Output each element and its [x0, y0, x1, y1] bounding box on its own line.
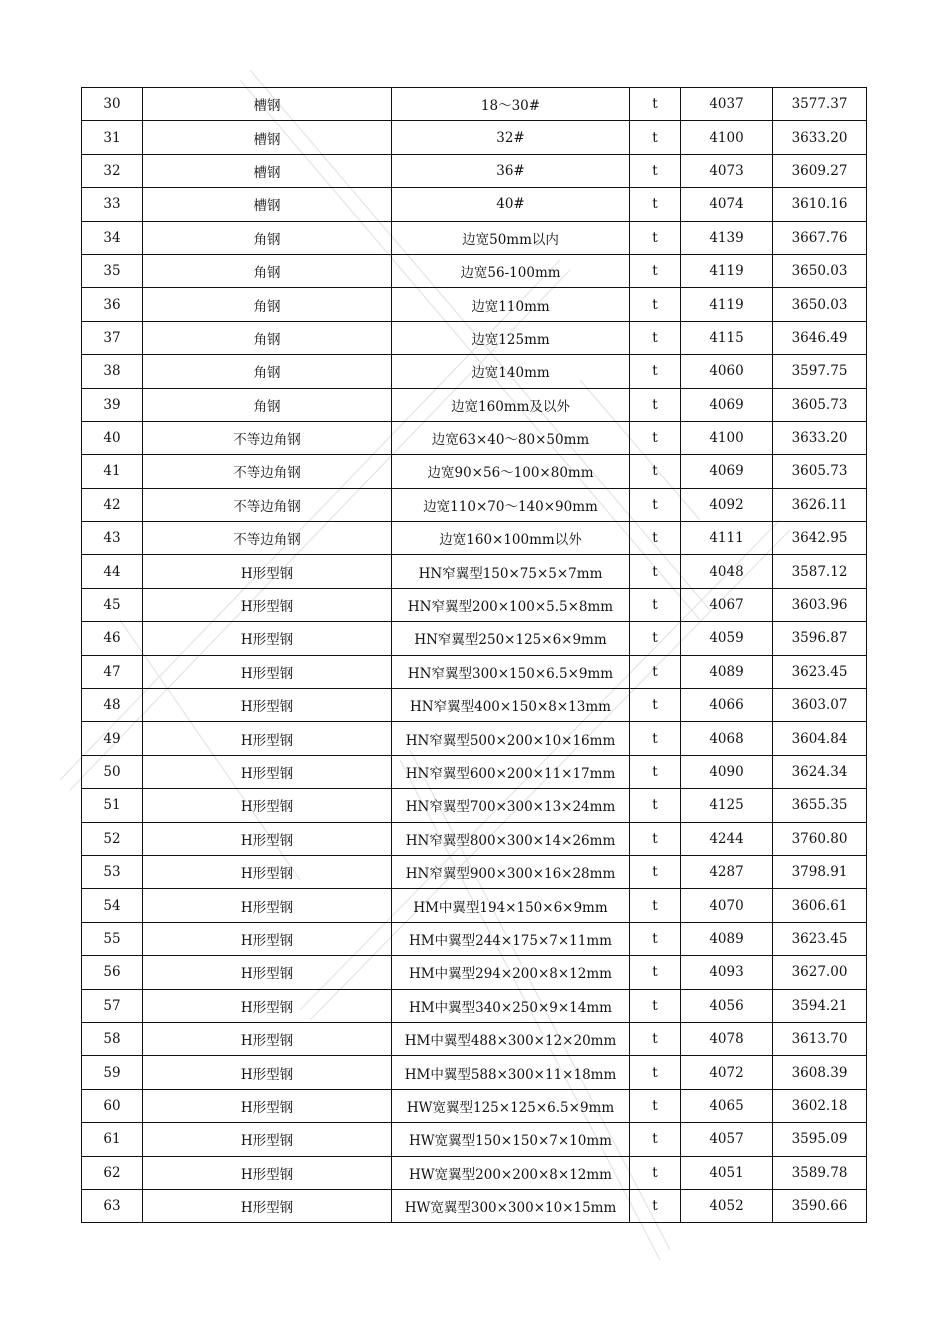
row-number-cell: 40 — [82, 421, 143, 454]
material-name-cell: 槽钢 — [143, 188, 392, 221]
table-row — [82, 889, 867, 922]
unit-cell: t — [630, 722, 681, 755]
unit-cell: t — [630, 121, 681, 154]
row-number-cell: 45 — [82, 588, 143, 621]
price-cell: 4056 — [681, 989, 773, 1022]
unit-cell: t — [630, 655, 681, 688]
price-ex-tax-cell: 3633.20 — [773, 421, 867, 454]
row-number-cell: 53 — [82, 855, 143, 888]
unit-cell: t — [630, 555, 681, 588]
specification-cell: 32# — [392, 121, 630, 154]
row-number-cell: 52 — [82, 822, 143, 855]
row-number-cell: 30 — [82, 88, 143, 121]
price-ex-tax-cell: 3610.16 — [773, 188, 867, 221]
material-name-cell: 角钢 — [143, 288, 392, 321]
unit-cell: t — [630, 922, 681, 955]
specification-cell: 边宽110mm — [392, 288, 630, 321]
row-number-cell: 62 — [82, 1156, 143, 1189]
price-ex-tax-cell: 3642.95 — [773, 522, 867, 555]
price-cell: 4065 — [681, 1089, 773, 1122]
row-number-cell: 32 — [82, 154, 143, 187]
table-row — [82, 1156, 867, 1189]
unit-cell: t — [630, 889, 681, 922]
price-ex-tax-cell: 3603.07 — [773, 689, 867, 722]
unit-cell: t — [630, 588, 681, 621]
specification-cell: HN窄翼型300×150×6.5×9mm — [392, 655, 630, 688]
table-row — [82, 1089, 867, 1122]
price-cell: 4111 — [681, 522, 773, 555]
row-number-cell: 56 — [82, 956, 143, 989]
specification-cell: HW宽翼型150×150×7×10mm — [392, 1123, 630, 1156]
material-name-cell: H形型钢 — [143, 956, 392, 989]
material-name-cell: H形型钢 — [143, 588, 392, 621]
material-name-cell: 角钢 — [143, 254, 392, 287]
table-row — [82, 855, 867, 888]
price-cell: 4051 — [681, 1156, 773, 1189]
table-row — [82, 288, 867, 321]
price-cell: 4089 — [681, 655, 773, 688]
specification-cell: 18～30# — [392, 88, 630, 121]
table-row — [82, 154, 867, 187]
material-name-cell: H形型钢 — [143, 855, 392, 888]
unit-cell: t — [630, 822, 681, 855]
table-row — [82, 922, 867, 955]
row-number-cell: 37 — [82, 321, 143, 354]
material-name-cell: 角钢 — [143, 321, 392, 354]
material-name-cell: 槽钢 — [143, 88, 392, 121]
specification-cell: 边宽50mm以内 — [392, 221, 630, 254]
unit-cell: t — [630, 221, 681, 254]
price-ex-tax-cell: 3605.73 — [773, 455, 867, 488]
table-row — [82, 121, 867, 154]
material-name-cell: H形型钢 — [143, 1123, 392, 1156]
unit-cell: t — [630, 488, 681, 521]
table-row — [82, 321, 867, 354]
specification-cell: HN窄翼型900×300×16×28mm — [392, 855, 630, 888]
specification-cell: 边宽110×70～140×90mm — [392, 488, 630, 521]
price-ex-tax-cell: 3760.80 — [773, 822, 867, 855]
table-row — [82, 355, 867, 388]
specification-cell: HN窄翼型400×150×8×13mm — [392, 689, 630, 722]
unit-cell: t — [630, 154, 681, 187]
row-number-cell: 39 — [82, 388, 143, 421]
table-row — [82, 455, 867, 488]
material-name-cell: 角钢 — [143, 388, 392, 421]
specification-cell: 边宽63×40～80×50mm — [392, 421, 630, 454]
price-cell: 4052 — [681, 1189, 773, 1222]
price-cell: 4100 — [681, 421, 773, 454]
price-cell: 4089 — [681, 922, 773, 955]
material-name-cell: H形型钢 — [143, 1022, 392, 1055]
material-name-cell: 角钢 — [143, 221, 392, 254]
price-ex-tax-cell: 3587.12 — [773, 555, 867, 588]
table-row — [82, 522, 867, 555]
price-ex-tax-cell: 3589.78 — [773, 1156, 867, 1189]
row-number-cell: 61 — [82, 1123, 143, 1156]
price-cell: 4066 — [681, 689, 773, 722]
table-row — [82, 1022, 867, 1055]
price-cell: 4048 — [681, 555, 773, 588]
row-number-cell: 42 — [82, 488, 143, 521]
price-cell: 4287 — [681, 855, 773, 888]
table-row — [82, 1056, 867, 1089]
unit-cell: t — [630, 1089, 681, 1122]
row-number-cell: 60 — [82, 1089, 143, 1122]
material-name-cell: 槽钢 — [143, 121, 392, 154]
price-cell: 4057 — [681, 1123, 773, 1156]
specification-cell: 40# — [392, 188, 630, 221]
row-number-cell: 31 — [82, 121, 143, 154]
material-name-cell: 不等边角钢 — [143, 421, 392, 454]
table-row — [82, 388, 867, 421]
price-cell: 4069 — [681, 455, 773, 488]
price-ex-tax-cell: 3650.03 — [773, 254, 867, 287]
table-row — [82, 1123, 867, 1156]
table-row — [82, 254, 867, 287]
unit-cell: t — [630, 188, 681, 221]
price-cell: 4119 — [681, 254, 773, 287]
table-row — [82, 221, 867, 254]
price-cell: 4244 — [681, 822, 773, 855]
material-name-cell: H形型钢 — [143, 1189, 392, 1222]
row-number-cell: 57 — [82, 989, 143, 1022]
table-row — [82, 755, 867, 788]
material-name-cell: 不等边角钢 — [143, 522, 392, 555]
specification-cell: 边宽56-100mm — [392, 254, 630, 287]
specification-cell: HN窄翼型500×200×10×16mm — [392, 722, 630, 755]
price-cell: 4059 — [681, 622, 773, 655]
table-row — [82, 956, 867, 989]
row-number-cell: 50 — [82, 755, 143, 788]
unit-cell: t — [630, 989, 681, 1022]
price-cell: 4037 — [681, 88, 773, 121]
price-cell: 4090 — [681, 755, 773, 788]
material-name-cell: H形型钢 — [143, 1056, 392, 1089]
unit-cell: t — [630, 1156, 681, 1189]
unit-cell: t — [630, 1022, 681, 1055]
row-number-cell: 44 — [82, 555, 143, 588]
row-number-cell: 63 — [82, 1189, 143, 1222]
price-cell: 4125 — [681, 789, 773, 822]
specification-cell: HN窄翼型700×300×13×24mm — [392, 789, 630, 822]
price-cell: 4078 — [681, 1022, 773, 1055]
price-ex-tax-cell: 3608.39 — [773, 1056, 867, 1089]
table-body — [82, 88, 867, 1223]
table-row — [82, 421, 867, 454]
price-ex-tax-cell: 3605.73 — [773, 388, 867, 421]
material-name-cell: 槽钢 — [143, 154, 392, 187]
material-name-cell: 不等边角钢 — [143, 488, 392, 521]
specification-cell: 边宽160×100mm以外 — [392, 522, 630, 555]
price-ex-tax-cell: 3603.96 — [773, 588, 867, 621]
specification-cell: HN窄翼型200×100×5.5×8mm — [392, 588, 630, 621]
specification-cell: HM中翼型340×250×9×14mm — [392, 989, 630, 1022]
price-ex-tax-cell: 3624.34 — [773, 755, 867, 788]
specification-cell: HM中翼型244×175×7×11mm — [392, 922, 630, 955]
material-name-cell: H形型钢 — [143, 622, 392, 655]
specification-cell: 边宽140mm — [392, 355, 630, 388]
unit-cell: t — [630, 755, 681, 788]
table-row — [82, 188, 867, 221]
price-cell: 4072 — [681, 1056, 773, 1089]
price-ex-tax-cell: 3613.70 — [773, 1022, 867, 1055]
material-name-cell: H形型钢 — [143, 555, 392, 588]
row-number-cell: 51 — [82, 789, 143, 822]
price-ex-tax-cell: 3623.45 — [773, 922, 867, 955]
price-ex-tax-cell: 3667.76 — [773, 221, 867, 254]
material-name-cell: H形型钢 — [143, 822, 392, 855]
unit-cell: t — [630, 455, 681, 488]
price-cell: 4068 — [681, 722, 773, 755]
specification-cell: HN窄翼型150×75×5×7mm — [392, 555, 630, 588]
specification-cell: HN窄翼型800×300×14×26mm — [392, 822, 630, 855]
material-name-cell: 不等边角钢 — [143, 455, 392, 488]
unit-cell: t — [630, 288, 681, 321]
row-number-cell: 36 — [82, 288, 143, 321]
price-ex-tax-cell: 3650.03 — [773, 288, 867, 321]
row-number-cell: 58 — [82, 1022, 143, 1055]
table-row — [82, 1189, 867, 1222]
steel-price-table — [81, 87, 867, 1223]
price-ex-tax-cell: 3597.75 — [773, 355, 867, 388]
material-name-cell: 角钢 — [143, 355, 392, 388]
unit-cell: t — [630, 1056, 681, 1089]
table-row — [82, 488, 867, 521]
material-name-cell: H形型钢 — [143, 889, 392, 922]
material-name-cell: H形型钢 — [143, 789, 392, 822]
material-name-cell: H形型钢 — [143, 755, 392, 788]
specification-cell: HM中翼型488×300×12×20mm — [392, 1022, 630, 1055]
unit-cell: t — [630, 855, 681, 888]
unit-cell: t — [630, 522, 681, 555]
price-ex-tax-cell: 3594.21 — [773, 989, 867, 1022]
unit-cell: t — [630, 789, 681, 822]
specification-cell: HM中翼型588×300×11×18mm — [392, 1056, 630, 1089]
row-number-cell: 33 — [82, 188, 143, 221]
price-ex-tax-cell: 3646.49 — [773, 321, 867, 354]
table-row — [82, 655, 867, 688]
unit-cell: t — [630, 355, 681, 388]
row-number-cell: 54 — [82, 889, 143, 922]
price-cell: 4060 — [681, 355, 773, 388]
price-ex-tax-cell: 3577.37 — [773, 88, 867, 121]
table-row — [82, 989, 867, 1022]
price-cell: 4074 — [681, 188, 773, 221]
material-name-cell: H形型钢 — [143, 989, 392, 1022]
unit-cell: t — [630, 254, 681, 287]
price-ex-tax-cell: 3798.91 — [773, 855, 867, 888]
price-cell: 4067 — [681, 588, 773, 621]
price-cell: 4070 — [681, 889, 773, 922]
specification-cell: 边宽90×56～100×80mm — [392, 455, 630, 488]
price-ex-tax-cell: 3623.45 — [773, 655, 867, 688]
row-number-cell: 46 — [82, 622, 143, 655]
price-ex-tax-cell: 3627.00 — [773, 956, 867, 989]
unit-cell: t — [630, 622, 681, 655]
price-cell: 4139 — [681, 221, 773, 254]
specification-cell: HW宽翼型300×300×10×15mm — [392, 1189, 630, 1222]
price-ex-tax-cell: 3609.27 — [773, 154, 867, 187]
table-row — [82, 622, 867, 655]
specification-cell: HW宽翼型125×125×6.5×9mm — [392, 1089, 630, 1122]
row-number-cell: 59 — [82, 1056, 143, 1089]
unit-cell: t — [630, 321, 681, 354]
unit-cell: t — [630, 1189, 681, 1222]
table-row — [82, 88, 867, 121]
row-number-cell: 38 — [82, 355, 143, 388]
price-ex-tax-cell: 3626.11 — [773, 488, 867, 521]
price-ex-tax-cell: 3655.35 — [773, 789, 867, 822]
unit-cell: t — [630, 1123, 681, 1156]
price-cell: 4073 — [681, 154, 773, 187]
material-name-cell: H形型钢 — [143, 689, 392, 722]
specification-cell: HN窄翼型600×200×11×17mm — [392, 755, 630, 788]
specification-cell: HN窄翼型250×125×6×9mm — [392, 622, 630, 655]
specification-cell: 边宽160mm及以外 — [392, 388, 630, 421]
material-name-cell: H形型钢 — [143, 1156, 392, 1189]
price-cell: 4115 — [681, 321, 773, 354]
table-row — [82, 588, 867, 621]
specification-cell: HM中翼型194×150×6×9mm — [392, 889, 630, 922]
row-number-cell: 41 — [82, 455, 143, 488]
material-name-cell: H形型钢 — [143, 655, 392, 688]
row-number-cell: 43 — [82, 522, 143, 555]
price-ex-tax-cell: 3596.87 — [773, 622, 867, 655]
price-ex-tax-cell: 3595.09 — [773, 1123, 867, 1156]
row-number-cell: 55 — [82, 922, 143, 955]
table-row — [82, 555, 867, 588]
table-row — [82, 689, 867, 722]
price-ex-tax-cell: 3602.18 — [773, 1089, 867, 1122]
material-name-cell: H形型钢 — [143, 922, 392, 955]
row-number-cell: 48 — [82, 689, 143, 722]
unit-cell: t — [630, 956, 681, 989]
specification-cell: 边宽125mm — [392, 321, 630, 354]
table-row — [82, 822, 867, 855]
table-row — [82, 789, 867, 822]
unit-cell: t — [630, 388, 681, 421]
price-cell: 4119 — [681, 288, 773, 321]
price-cell: 4069 — [681, 388, 773, 421]
specification-cell: 36# — [392, 154, 630, 187]
row-number-cell: 49 — [82, 722, 143, 755]
table-row — [82, 722, 867, 755]
price-ex-tax-cell: 3590.66 — [773, 1189, 867, 1222]
row-number-cell: 34 — [82, 221, 143, 254]
material-name-cell: H形型钢 — [143, 1089, 392, 1122]
price-ex-tax-cell: 3604.84 — [773, 722, 867, 755]
unit-cell: t — [630, 421, 681, 454]
material-name-cell: H形型钢 — [143, 722, 392, 755]
unit-cell: t — [630, 88, 681, 121]
row-number-cell: 35 — [82, 254, 143, 287]
price-cell: 4093 — [681, 956, 773, 989]
row-number-cell: 47 — [82, 655, 143, 688]
price-cell: 4100 — [681, 121, 773, 154]
price-ex-tax-cell: 3633.20 — [773, 121, 867, 154]
unit-cell: t — [630, 689, 681, 722]
specification-cell: HM中翼型294×200×8×12mm — [392, 956, 630, 989]
price-cell: 4092 — [681, 488, 773, 521]
price-ex-tax-cell: 3606.61 — [773, 889, 867, 922]
specification-cell: HW宽翼型200×200×8×12mm — [392, 1156, 630, 1189]
